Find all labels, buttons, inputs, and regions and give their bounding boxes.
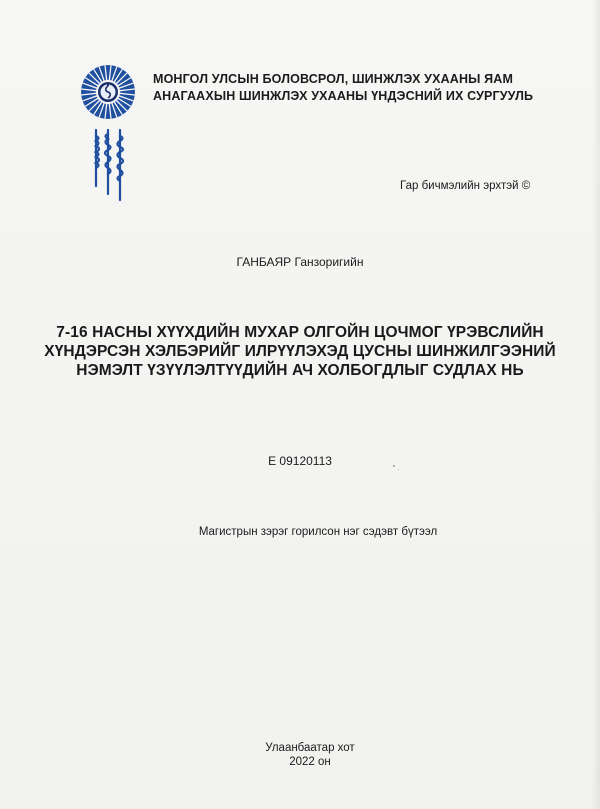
emblem-ray [106, 104, 111, 119]
specialty-code: E 09120113 [268, 454, 332, 468]
mongolian-script-logotype [86, 128, 132, 202]
scan-speck [398, 469, 399, 470]
place: Улаанбаатар хот [265, 742, 355, 754]
degree-statement: Магистрын зэрэг горилсон нэг сэдэвт бүтээл [198, 526, 438, 538]
author-name: ГАНБАЯР Ганзоригийн [236, 255, 364, 269]
title-line: ХҮНДЭРСЭН ХЭЛБЭРИЙГ ИЛРҮҮЛЭХЭД ЦУСНЫ ШИНЖИЛГЭЭНИЙ [44, 343, 556, 360]
thesis-title [40, 323, 560, 380]
title-line: 7-16 НАСНЫ ХҮҮХДИЙН МУХАР ОЛГОЙН ЦОЧМОГ ҮРЭВСЛИЙН [56, 324, 544, 341]
emblem-ray [106, 65, 111, 80]
title-line: НЭМЭЛТ ҮЗҮҮЛЭЛТҮҮДИЙН АЧ ХОЛБОГДЛЫГ СУДЛАХ НЬ [76, 362, 524, 379]
emblem-ray [81, 90, 96, 95]
institution-header [153, 71, 573, 105]
university-emblem-icon [80, 64, 136, 120]
scan-speck [393, 465, 395, 467]
place-and-year [0, 741, 600, 769]
university-name: АНАГААХЫН ШИНЖЛЭХ УХААНЫ ҮНДЭСНИЙ ИХ СУРГУУЛЬ [153, 89, 534, 103]
copyright-note: Гар бичмэлийн эрхтэй © [400, 180, 531, 192]
ministry-name: МОНГОЛ УЛСЫН БОЛОВСРОЛ, ШИНЖЛЭХ УХААНЫ ЯАМ [153, 72, 514, 86]
scan-edge-shadow [592, 0, 600, 809]
emblem-ray [120, 90, 135, 95]
year: 2022 он [289, 756, 331, 768]
